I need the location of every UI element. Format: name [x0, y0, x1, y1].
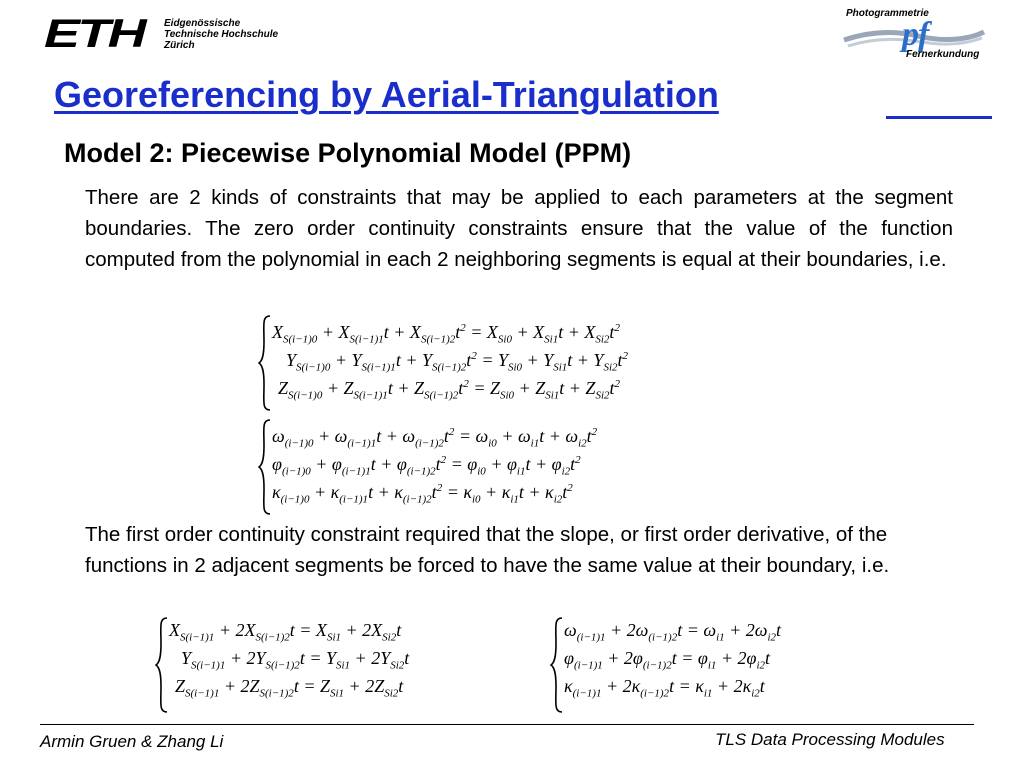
footer-divider [40, 724, 974, 725]
equation-row: $\kappa_{(i-1)0} + \kappa_{(i-1)1}t + \kappa_{(i-1)2}t^2 = \kappa_{i0} + \kappa_{i1}t + \kappa_{i2}t^2$ [272, 482, 573, 506]
footer-author: Armin Gruen & Zhang Li [40, 732, 224, 751]
equation-first-order-angles [550, 616, 870, 716]
pf-logo-bottom-text: Fernerkundung [906, 49, 980, 60]
pf-logo-mark: pf [902, 16, 929, 53]
slide-title: Georeferencing by Aerial-Triangulation [54, 74, 719, 115]
equation-row: $X_{S(i-1)1} + 2X_{S(i-1)2}t = X_{Si1} + 2X_{Si2}t$ [169, 620, 402, 644]
equation-row: $Z_{S(i-1)0} + Z_{S(i-1)1}t + Z_{S(i-1)2}t^2 = Z_{Si0} + Z_{Si1}t + Z_{Si2}t^2$ [278, 378, 621, 402]
brace-icon [550, 616, 564, 714]
eth-logo [44, 14, 278, 54]
equation-row: $\omega_{(i-1)1} + 2\omega_{(i-1)2}t = \omega_{i1} + 2\omega_{i2}t$ [564, 620, 782, 644]
paragraph-zero-order: There are 2 kinds of constraints that may be applied to each parameters at the segment boundaries. The zero order continuity constraints ensure that the value of the function computed from the polynomial in each 2 neighboring segments is equal at their boundaries, i.e. [85, 186, 953, 271]
brace-icon [155, 616, 169, 714]
equation-row: $Y_{S(i-1)0} + Y_{S(i-1)1}t + Y_{S(i-1)2}t^2 = Y_{Si0} + Y_{Si1}t + Y_{Si2}t^2$ [286, 350, 629, 374]
title-underline-extension [886, 116, 992, 119]
slide-subtitle: Model 2: Piecewise Polynomial Model (PPM) [64, 138, 632, 168]
equation-row: $Y_{S(i-1)1} + 2Y_{S(i-1)2}t = Y_{Si1} + 2Y_{Si2}t$ [181, 648, 410, 672]
brace-icon [258, 314, 272, 412]
eth-sub-line-1: Eidgenössische [164, 17, 241, 29]
equation-row: $\omega_{(i-1)0} + \omega_{(i-1)1}t + \omega_{(i-1)2}t^2 = \omega_{i0} + \omega_{i1}t + \omega_{i2}t^2$ [272, 426, 598, 450]
pf-logo-top-text: Photogrammetrie [846, 8, 929, 19]
equation-zero-order-xyz [258, 314, 718, 414]
equation-zero-order-angles [258, 418, 658, 518]
equation-row: $X_{S(i-1)0} + X_{S(i-1)1}t + X_{S(i-1)2}t^2 = X_{Si0} + X_{Si1}t + X_{Si2}t^2$ [272, 322, 620, 346]
eth-sub-line-2: Technische Hochschule [164, 28, 279, 40]
footer-module: TLS Data Processing Modules [715, 730, 945, 749]
equation-first-order-xyz [155, 616, 515, 716]
equation-row: $\varphi_{(i-1)0} + \varphi_{(i-1)1}t + \varphi_{(i-1)2}t^2 = \varphi_{i0} + \varphi_{i1}t + \varphi_{i2}t^2$ [272, 454, 581, 478]
eth-logo-subtitle [164, 18, 278, 51]
equation-row: $\varphi_{(i-1)1} + 2\varphi_{(i-1)2}t = \varphi_{i1} + 2\varphi_{i2}t$ [564, 648, 771, 672]
pf-logo [838, 6, 988, 64]
brace-icon [258, 418, 272, 516]
equation-row: $\kappa_{(i-1)1} + 2\kappa_{(i-1)2}t = \kappa_{i1} + 2\kappa_{i2}t$ [564, 676, 765, 700]
paragraph-first-order: The first order continuity constraint required that the slope, or first order derivative, of the functions in 2 adjacent segments be forced to have the same value at their boundary, i.e. [85, 523, 890, 577]
equation-row: $Z_{S(i-1)1} + 2Z_{S(i-1)2}t = Z_{Si1} + 2Z_{Si2}t$ [175, 676, 404, 700]
eth-logo-word: ETH [44, 12, 144, 56]
eth-sub-line-3: Zürich [164, 39, 195, 51]
